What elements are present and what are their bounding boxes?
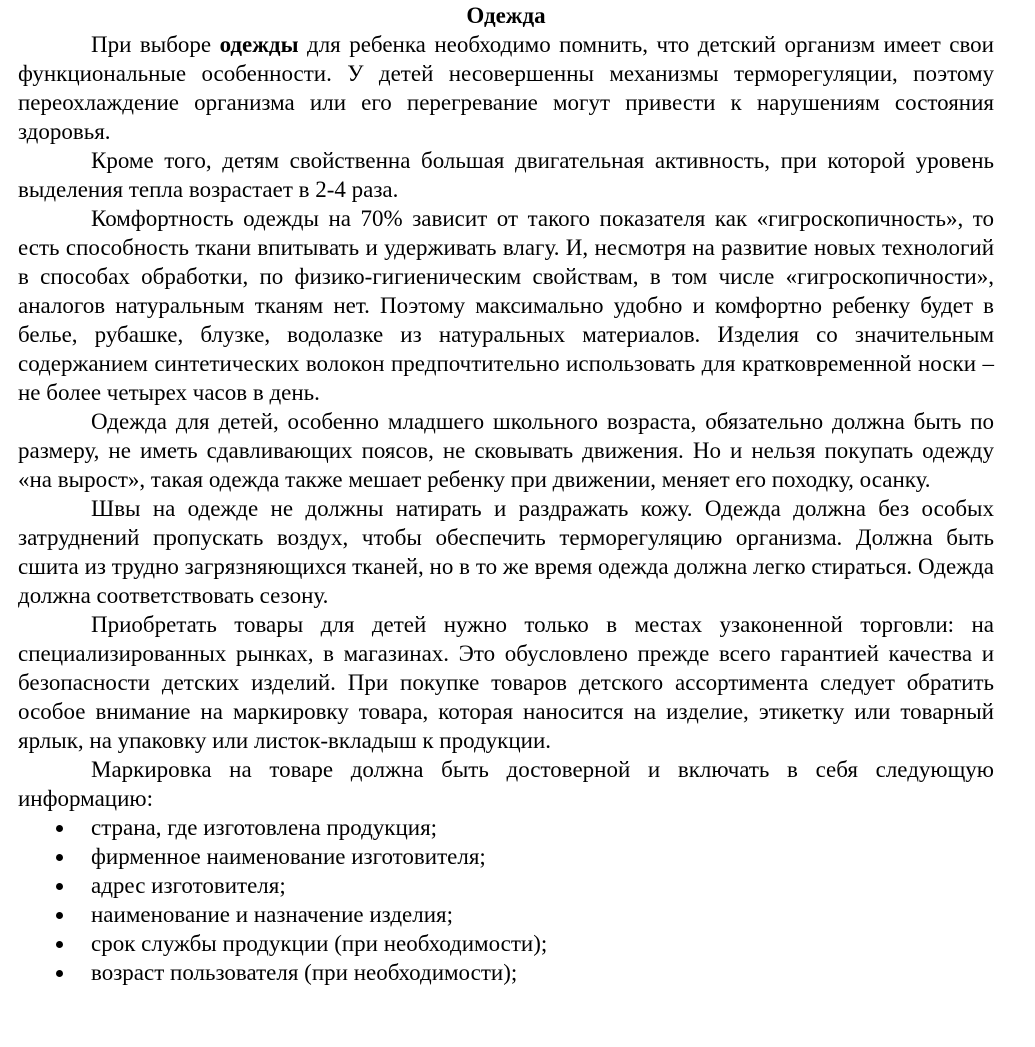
paragraph-size-requirements: Одежда для детей, особенно младшего школьного возраста, обязательно должна быть по размеру, не иметь сдавливающих поясов, не сковывать движения. Но и нельзя покупать одежду «на вырост», такая одежда также мешает ребенку при движении, меняет его походку, осанку. xyxy=(18,409,994,492)
paragraph-seams: Швы на одежде не должны натирать и раздражать кожу. Одежда должна без особых затруднений пропускать воздух, чтобы обеспечить терморегуляцию организма. Должна быть сшита из трудно загрязняющихся тканей, но в то же время одежда должна легко стираться. Одежда должна соответствовать сезону. xyxy=(18,496,994,608)
paragraph-purchase-places: Приобретать товары для детей нужно только в местах узаконенной торговли: на специализированных рынках, в магазинах. Это обусловлено прежде всего гарантией качества и безопасности детских изделий. При покупке товаров детского ассортимента следует обратить особое внимание на маркировку товара, которая наносится на изделие, этикетку или товарный ярлык, на упаковку или листок-вкладыш к продукции. xyxy=(18,612,994,753)
list-item-text: срок службы продукции (при необходимости); xyxy=(91,931,548,956)
bullet-icon xyxy=(56,912,63,919)
bullet-icon xyxy=(56,825,63,832)
paragraph-hygroscopicity: Комфортность одежды на 70% зависит от такого показателя как «гигроскопичность», то есть способность ткани впитывать и удерживать влагу. И, несмотря на развитие новых технологий в способах обработки, по физико-гигиеническим свойствам, в том числе «гигроскопичности», аналогов натуральным тканям нет. Поэтому максимально удобно и комфортно ребенку будет в белье, рубашке, блузке, водолазке из натуральных материалов. Изделия со значительным содержанием синтетических волокон предпочтительно использовать для кратковременной носки – не более четырех часов в день. xyxy=(18,206,994,405)
paragraph-activity: Кроме того, детям свойственна большая двигательная активность, при которой уровень выделения тепла возрастает в 2-4 раза. xyxy=(18,148,994,202)
marking-info-list xyxy=(18,813,994,987)
bullet-icon xyxy=(56,941,63,948)
bullet-icon xyxy=(56,854,63,861)
bullet-icon xyxy=(56,970,63,977)
paragraph-lead: При выборе xyxy=(91,32,220,57)
paragraph-clothing-intro xyxy=(18,30,994,146)
list-item-text: страна, где изготовлена продукция; xyxy=(91,815,438,840)
list-item xyxy=(18,958,994,987)
list-item xyxy=(18,929,994,958)
paragraph-marking: Маркировка на товаре должна быть достоверной и включать в себя следующую информацию: xyxy=(18,757,994,811)
list-item xyxy=(18,813,994,842)
paragraph-bold-term: одежды xyxy=(219,32,299,57)
document-title: Одежда xyxy=(466,3,546,28)
list-item-text: адрес изготовителя; xyxy=(91,873,286,898)
document-page xyxy=(18,0,994,987)
list-item-text: возраст пользователя (при необходимости); xyxy=(91,960,518,985)
list-item-text: наименование и назначение изделия; xyxy=(91,902,453,927)
list-item xyxy=(18,900,994,929)
list-item xyxy=(18,842,994,871)
list-item xyxy=(18,871,994,900)
bullet-icon xyxy=(56,883,63,890)
list-item-text: фирменное наименование изготовителя; xyxy=(91,844,486,869)
paragraph-rest: для ребенка необходимо помнить, что детский организм имеет свои функциональные особенности. У детей несовершенны механизмы терморегуляции, поэтому переохлаждение организма или его перегревание могут привести к нарушениям состояния здоровья. xyxy=(18,32,994,144)
